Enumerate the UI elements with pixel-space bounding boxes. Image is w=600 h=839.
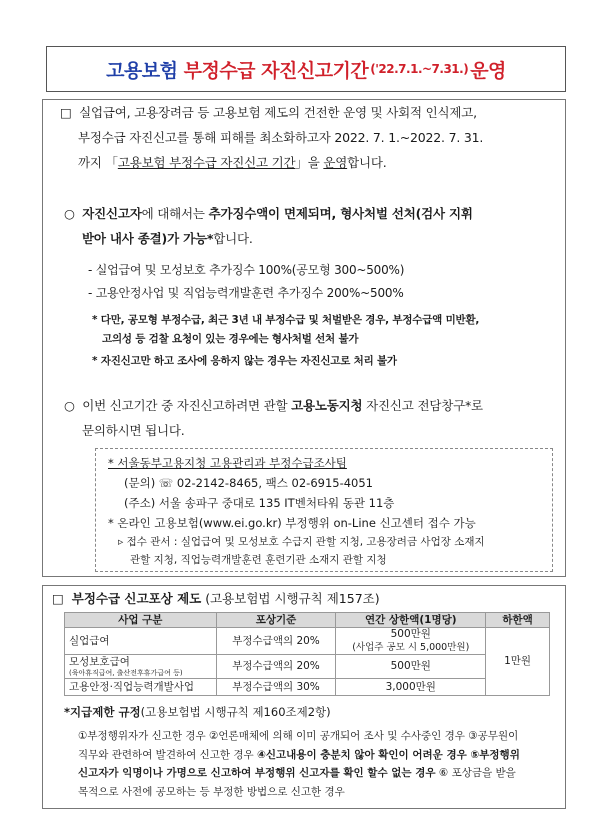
row-name: 실업급여 (65, 628, 217, 655)
contact-phone: (문의) ☏ 02-2142-8465, 팩스 02-6915-4051 (124, 476, 373, 490)
reward-table (64, 612, 550, 696)
contact-sub1: ▹ 접수 관서 : 실업급여 및 모성보호 수급지 관할 지청, 고용장려금 사업장 소재지 (118, 536, 485, 548)
contact-office: * 서울동부고용지청 고용관리과 부정수급조사팀 (108, 456, 347, 470)
header-min: 하한액 (486, 613, 550, 628)
table-row (65, 679, 550, 696)
contact-online: * 온라인 고용보험(www.ei.go.kr) 부정행위 on-Line 신고센터 접수 가능 (108, 516, 476, 530)
title-part2: 부정수급 자진신고기간 (183, 59, 369, 82)
row-cap: 500만원 (사업주 공모 시 5,000만원) (336, 628, 486, 655)
self-report-line1: ○ 자진신고자에 대해서는 추가징수액이 면제되며, 형사처벌 선처(검사 지휘 (64, 206, 473, 221)
dash-item-1: - 실업급여 및 모성보호 추가징수 100%(공모형 300~500%) (88, 263, 405, 277)
row-basis: 부정수급액의 20% (216, 628, 336, 655)
note-2: * 자진신고만 하고 조사에 응하지 않는 경우는 자진신고로 처리 불가 (92, 355, 397, 367)
inquiry-block: ○ 이번 신고기간 중 자진신고하려면 관할 고용노동지청 자진신고 전담창구*로 문의하시면 됩니다. (64, 393, 554, 443)
self-report-block (64, 201, 554, 371)
reward-title: □ 부정수급 신고포상 제도 (고용보험법 시행규칙 제157조) (52, 591, 380, 606)
self-report-line2: 받아 내사 종결)가 가능*합니다. (82, 231, 253, 246)
row-min: 1만원 (486, 628, 550, 696)
row-cap: 3,000만원 (336, 679, 486, 696)
limit-title: *지급제한 규정(고용보험법 시행규칙 제160조제2항) (64, 705, 331, 719)
header-cap: 연간 상한액(1명당) (336, 613, 486, 628)
row-name: 모성보호급여 (육아휴직급여, 출산전후휴가급여 등) (65, 655, 217, 679)
header-category: 사업 구분 (65, 613, 217, 628)
dash-item-2: - 고용안정사업 및 직업능력개발훈련 추가징수 200%~500% (88, 286, 404, 300)
table-header (65, 613, 550, 628)
title-part3: 운영 (470, 59, 506, 82)
row-basis: 부정수급액의 20% (216, 655, 336, 679)
limit-body: ①부정행위자가 신고한 경우 ②언론매체에 의해 이미 공개되어 조사 및 수사중인 경우 ③공무원이 직무와 관련하여 발견하여 신고한 경우 ④신고내용이 충분치 않아 확인이 어려운 경우 ⑤부정행위 신고자가 익명이나 가명으로 신고하여 부정행위 신고자를 확인 할수 없는 경우 ⑥ 포상금을 받을 목적으로 사전에 공모하는 등 부정한 방법으로 신고한 경우 (78, 730, 520, 798)
intro-line3: 까지 「고용보험 부정수급 자진신고 기간」을 운영합니다. (78, 155, 387, 170)
note-1b: 고의성 등 검찰 요청이 있는 경우에는 형사처벌 선처 불가 (102, 333, 359, 345)
row-name: 고용안정·직업능력개발사업 (65, 679, 217, 696)
table-row (65, 628, 550, 655)
note-1a: * 다만, 공모형 부정수급, 최근 3년 내 부정수급 및 처벌받은 경우, 부정수급액 미반환, (92, 314, 480, 326)
title-part1: 고용보험 (106, 59, 178, 82)
contact-box (95, 448, 553, 572)
page-title (46, 46, 566, 92)
intro-line2: 부정수급 자진신고를 통해 피해를 최소화하고자 2022. 7. 1.~2022. 7. 31. (78, 130, 484, 145)
intro-line1: 실업급여, 고용장려금 등 고용보험 제도의 건전한 운영 및 사회적 인식제고, (79, 105, 477, 120)
checkbox-bullet: □ (60, 105, 72, 120)
title-period: ('22.7.1.~7.31.) (370, 62, 469, 76)
table-row (65, 655, 550, 679)
contact-sub2: 관할 지청, 직업능력개발훈련 훈련기관 소재지 관할 지청 (130, 554, 387, 566)
header-basis: 포상기준 (216, 613, 336, 628)
row-cap: 500만원 (336, 655, 486, 679)
row-basis: 부정수급액의 30% (216, 679, 336, 696)
contact-address: (주소) 서울 송파구 중대로 135 IT벤처타워 동관 11층 (124, 496, 395, 510)
inquiry-line2: 문의하시면 됩니다. (82, 423, 185, 438)
intro-paragraph (60, 100, 550, 175)
